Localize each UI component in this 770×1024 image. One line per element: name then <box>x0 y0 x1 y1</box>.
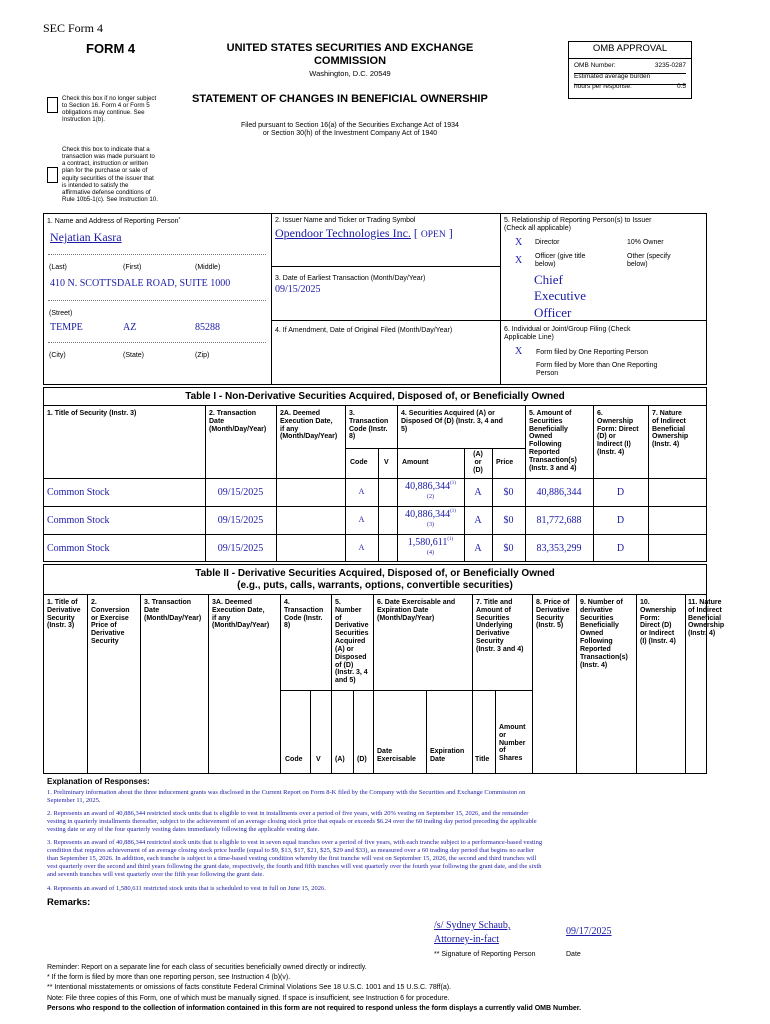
t2-h5-line: and 5) <box>335 677 356 685</box>
t1-row1-date: 09/15/2025 <box>217 487 264 498</box>
director-mark[interactable]: X <box>515 237 523 248</box>
reporting-person-name[interactable]: Nejatian Kasra <box>50 230 122 244</box>
t1-h4-line: 5) <box>401 425 408 433</box>
t1-row1-form: D <box>616 487 625 498</box>
filed-pursuant-line1: Filed pursuant to Section 16(a) of the Securities Exchange Act of 1934 <box>241 122 459 129</box>
t1-h5-line: Securities <box>529 417 563 425</box>
note-misstatements: ** Intentional misstatements or omissions of facts constitute Federal Criminal Violations See 18 U.S.C. 1001 and 15 U.S.C. 78ff(a). <box>47 984 451 992</box>
footnote-4 <box>47 885 707 893</box>
officer-label <box>535 253 585 269</box>
t2-h4 <box>284 599 323 630</box>
t1-h2a-line: 2A. Deemed <box>280 410 321 417</box>
t2-h4-line: Code (Instr. <box>284 614 323 622</box>
t1-h7-line: 7. Nature <box>652 410 682 417</box>
t2-h3a-line: (Month/Day/Year) <box>212 622 270 630</box>
cb2-line: plan for the purchase or sale of <box>62 167 148 175</box>
cb2-line: Rule 10b5-1(c). See Instruction 10. <box>62 195 158 203</box>
t1-row1-amount-sup: (1) <box>450 481 456 486</box>
no-longer-subject-checkbox[interactable] <box>47 97 58 113</box>
t2-h11-line: of Indirect <box>688 606 722 614</box>
note-reminder: Reminder: Report on a separate line for each class of securities beneficially owned directly or indirectly. <box>47 964 367 971</box>
cb1-line: obligations may continue. See <box>62 109 145 117</box>
t2-h4-line: Transaction <box>284 606 324 614</box>
omb-burden-value: 0.5 <box>676 82 686 90</box>
ticker-close: ] <box>448 226 453 240</box>
t1-row2-form: D <box>616 515 625 526</box>
t2-h6-line: 6. Date Exercisable and <box>377 599 456 606</box>
t1-h7-line: Ownership <box>652 433 689 441</box>
footnote-line: vesting date or any of the four quarterly vesting dates immediately following the applicable vesting date. <box>47 825 320 833</box>
t1-h7-line: (Instr. 4) <box>652 441 680 449</box>
t1-row1-title: Common Stock <box>47 487 110 498</box>
t2-h1-line: Security <box>47 614 75 622</box>
ticker-open: [ <box>413 226 418 240</box>
box4-label: 4. If Amendment, Date of Original Filed (Month/Day/Year) <box>275 327 453 334</box>
t1-sub-price: Price <box>496 459 514 466</box>
box6-label2: Applicable Line) <box>504 334 554 342</box>
cb1-line: to Section 16. Form 4 or Form 5 <box>62 102 150 110</box>
footnote-1 <box>47 789 707 805</box>
t2-h3-line: 3. Transaction <box>144 599 192 606</box>
commission-title <box>205 42 495 68</box>
t2-h7 <box>476 599 523 654</box>
t1-sub-ad-line: (A) <box>473 451 483 458</box>
t2-h8-line: (Instr. 5) <box>536 622 564 630</box>
explanation-title: Explanation of Responses: <box>47 777 150 786</box>
t2-h5-line: Number <box>335 606 362 614</box>
t1-h2-line: Date <box>209 417 225 425</box>
t1-h5-line: Beneficially <box>529 425 568 433</box>
t2-h1 <box>47 599 80 630</box>
t1-h2a-line: Execution Date, <box>280 417 333 425</box>
t2-h5-line: of (D) <box>335 661 354 669</box>
first-label: (First) <box>123 264 142 271</box>
signature-name[interactable] <box>434 919 510 947</box>
t2-h2-line: or Exercise <box>91 614 129 622</box>
signature-date-label: Date <box>566 951 581 958</box>
t1-row2-amount <box>397 509 464 520</box>
t2-sub-code: Code <box>285 756 303 763</box>
t1-row3-amount-sup: (1) <box>447 537 454 542</box>
one-person-mark[interactable]: X <box>515 346 523 357</box>
t2-h5-line: (A) or <box>335 645 354 653</box>
t2-sub-a: (A) <box>335 756 345 763</box>
t1-h1: 1. Title of Security (Instr. 3) <box>47 410 137 417</box>
earliest-transaction-date: 09/15/2025 <box>275 284 321 295</box>
t2-sub-d: (D) <box>357 756 367 763</box>
t1-h6-line: Indirect (I) <box>597 441 631 449</box>
ten-pct-owner-label: 10% Owner <box>627 239 664 246</box>
t2-h9-line: derivative <box>580 606 613 614</box>
t2-h10-line: (I) (Instr. 4) <box>640 638 676 646</box>
officer-title-line2: Executive <box>534 288 586 304</box>
t1-row3-price: $0 <box>503 543 514 554</box>
officer-title <box>534 272 586 321</box>
footnote-line: vesting in quarterly installments thereafter, subject to the achievement of an average closing stock price that equals or exceeds $6.24 over the 60 trading day period preceding the applicable <box>47 817 537 825</box>
cb1-line: Instruction 1(b). <box>62 116 105 124</box>
t2-h6 <box>377 599 455 622</box>
director-label: Director <box>535 239 560 246</box>
t1-row1-ad: A <box>474 487 482 498</box>
t2-h4-line: 8) <box>284 622 291 630</box>
officer-mark[interactable]: X <box>515 255 523 266</box>
t2-h5-line: Derivative <box>335 622 369 630</box>
footnote-line: 1. Preliminary information about the three inducement grants was disclosed in the Current Report on Form 8-K filed by the Company with the Securities and Exchange Commission on <box>47 789 526 796</box>
footnote-line: September 11, 2025. <box>47 796 101 804</box>
t2-sub-amt-line: of <box>499 747 506 755</box>
t2-h9 <box>580 599 628 669</box>
t1-row1-amount-val: 40,886,344 <box>405 481 451 492</box>
t1-row3-fn: (4) <box>427 550 434 556</box>
other-label2: below) <box>627 261 648 269</box>
t2-h3a <box>212 599 269 630</box>
t2-h9-line: Securities <box>580 614 614 622</box>
officer-title-line1: Chief <box>534 272 563 287</box>
t2-sub-title: Title <box>475 756 490 763</box>
street-address: 410 N. SCOTTSDALE ROAD, SUITE 1000 <box>50 278 231 289</box>
table2-title1: Table II - Derivative Securities Acquired, Disposed of, or Beneficially Owned <box>195 568 555 579</box>
last-label: (Last) <box>49 264 67 271</box>
t2-sub-de <box>377 748 416 764</box>
t1-row2-title: Common Stock <box>47 515 110 526</box>
t1-h7-line: of Indirect <box>652 417 686 425</box>
signature-line2: Attorney-in-fact <box>434 934 499 945</box>
t2-h9-line: (Instr. 4) <box>580 661 608 669</box>
footnote-3 <box>47 839 707 879</box>
ticker-symbol: OPEN <box>420 230 446 240</box>
t1-h5-line: Transaction(s) <box>529 456 577 464</box>
box5-label <box>504 217 651 233</box>
omb-burden-label: hours per response: <box>574 82 632 90</box>
t1-h2a-line: if any <box>280 425 299 433</box>
more-persons-label1: Form filed by More than One Reporting <box>536 362 658 369</box>
sec-form-label: SEC Form 4 <box>43 21 104 35</box>
omb-number-row <box>574 62 686 73</box>
footnote-line: and seventh tranches will vest quarterly over the fifth year following the grant date. <box>47 870 264 878</box>
t2-sub-de-line: Date <box>377 748 393 755</box>
t2-h7-line: Securities <box>476 614 510 622</box>
t2-h8-line: Derivative <box>536 606 570 614</box>
t1-h5-line: Owned <box>529 433 553 441</box>
t2-h8 <box>536 599 569 630</box>
signature-date: 09/17/2025 <box>566 926 612 937</box>
t2-h10-line: Ownership <box>640 606 677 614</box>
city-value: TEMPE <box>50 322 83 333</box>
remarks-title: Remarks: <box>47 897 91 908</box>
box1-label-text: 1. Name and Address of Reporting Person <box>47 218 179 225</box>
t2-h11-line: Ownership <box>688 622 725 630</box>
t2-h11-line: (Instr. 4) <box>688 630 716 638</box>
footnote-2 <box>47 810 707 834</box>
officer-label1: Officer (give title <box>535 253 586 260</box>
commission-line1: UNITED STATES SECURITIES AND EXCHANGE <box>226 42 474 54</box>
t1-h4-line: 4. Securities Acquired (A) or <box>401 410 495 417</box>
t1-row2-price: $0 <box>503 515 514 526</box>
t2-h5-line: Acquired <box>335 638 366 646</box>
t1-h3-line: Transaction <box>349 417 389 425</box>
t1-h6-line: Ownership <box>597 417 634 425</box>
cb1-line: Check this box if no longer subject <box>62 95 157 102</box>
t1-sub-ad-line: or <box>474 458 482 466</box>
t1-sub-code: Code <box>350 459 368 466</box>
zip-label: (Zip) <box>195 352 210 359</box>
signature-label: ** Signature of Reporting Person <box>434 951 536 958</box>
t2-h1-line: Derivative <box>47 606 81 614</box>
footnote-line: 3. Represents an award of 40,886,344 restricted stock units that is eligible to vest in seven equal tranches over a period of five years, with each tranche subject to a performance-based vesting <box>47 839 543 846</box>
statement-title: STATEMENT OF CHANGES IN BENEFICIAL OWNERSHIP <box>192 93 488 105</box>
form-title: FORM 4 <box>86 41 136 56</box>
t2-h5-line: Disposed <box>335 653 367 661</box>
t2-h9-line: 9. Number of <box>580 599 623 606</box>
t2-h3a-line: Execution Date, <box>212 606 265 614</box>
t1-h6-line: (D) or <box>597 433 616 441</box>
t2-sub-ed-line: Expiration <box>430 748 465 755</box>
issuer-name[interactable]: Opendoor Technologies Inc. <box>275 226 411 240</box>
t2-h1-line: (Instr. 3) <box>47 622 75 630</box>
t2-h5-line: 5. <box>335 599 341 606</box>
t2-h9-line: Beneficially <box>580 622 619 630</box>
t1-h3-line: 8) <box>349 433 356 441</box>
middle-label: (Middle) <box>195 264 221 271</box>
filed-pursuant-line2: or Section 30(h) of the Investment Company Act of 1940 <box>262 129 438 137</box>
commission-line2: COMMISSION <box>313 55 387 68</box>
t2-h10-line: or Indirect <box>640 630 675 638</box>
t1-h7-line: Beneficial <box>652 425 686 433</box>
t1-row2-fn: (3) <box>427 522 434 528</box>
note-omb: Persons who respond to the collection of information contained in this form are not required to respond unless the form displays a currently valid OMB Number. <box>47 1004 582 1012</box>
t2-sub-amt-line: Shares <box>499 755 523 763</box>
t1-row2-amount-sup: (1) <box>450 509 456 514</box>
box6-label1: 6. Individual or Joint/Group Filing (Check <box>504 326 631 333</box>
t1-h6-line: (Instr. 4) <box>597 449 625 457</box>
street-label: (Street) <box>49 310 73 317</box>
t1-h5-line: (Instr. 3 and 4) <box>529 464 577 472</box>
t2-h10-line: Direct (D) <box>640 622 672 630</box>
t1-row3-title: Common Stock <box>47 543 110 554</box>
footnote-line: 2. Represents an award of 40,886,344 restricted stock units that is eligible to vest in installments over a period of five years, with 20% vesting on September 15, 2026, and the remainder <box>47 810 529 817</box>
t1-h2a-line: (Month/Day/Year) <box>280 433 338 441</box>
t2-sub-ed-line: Date <box>430 755 446 763</box>
t2-h2-line: Derivative <box>91 630 125 638</box>
box1-label-sup: * <box>178 217 181 223</box>
t1-h5-line: Reported <box>529 449 560 457</box>
cb2-line: a contract, instruction or written <box>62 160 148 168</box>
omb-burden-line1: Estimated average burden <box>574 72 651 80</box>
t1-h2-line: (Month/Day/Year) <box>209 425 267 433</box>
t1-h2 <box>209 410 266 433</box>
t2-sub-ed <box>430 748 464 764</box>
t1-h5-line: 5. Amount of <box>529 410 572 417</box>
cb2-line: transaction was made pursuant to <box>62 153 155 161</box>
t1-row3-ad: A <box>474 543 482 554</box>
t1-row3-amount <box>397 537 464 548</box>
t1-row2-ad: A <box>474 515 482 526</box>
t2-h8-line: 8. Price of <box>536 599 570 606</box>
note-copies: Note: File three copies of this Form, one of which must be manually signed. If space is insufficient, see Instruction 6 for procedure. <box>47 994 450 1002</box>
t1-h2-line: 2. Transaction <box>209 410 257 417</box>
t2-h8-line: Security <box>536 614 564 622</box>
city-label: (City) <box>49 352 66 359</box>
footnote-line: than September 15, 2026. In addition, each tranche is subject to a time-based vesting condition whereby the first tranche will vest on September 15, 2026, the second and third tranches will <box>47 854 537 862</box>
omb-number-label: OMB Number: <box>574 61 616 69</box>
t1-row2-amount-val: 40,886,344 <box>405 509 451 520</box>
t2-sub-amt-line: or <box>499 731 506 739</box>
t1-row1-amount <box>397 481 464 492</box>
t2-sub-de-line: Exercisable <box>377 755 416 763</box>
table2-title2: (e.g., puts, calls, warrants, options, convertible securities) <box>237 580 513 591</box>
t2-h1-line: 1. Title of <box>47 599 78 606</box>
t2-h6-line: Expiration Date <box>377 606 429 614</box>
t1-h3 <box>349 410 388 441</box>
t1-h2a <box>280 410 337 441</box>
t1-h6-line: 6. <box>597 410 603 417</box>
footnote-line: 4. Represents an award of 1,580,611 restricted stock units that is scheduled to vest in full on June 15, 2026. <box>47 885 326 892</box>
footnote-line: vest quarterly over the second and third years following the grant date, respectively, the fourth and fifth tranches will vest quarterly over the fourth year following the grant date, and the sixth <box>47 862 542 870</box>
t2-h5-line: (Instr. 3, 4 <box>335 669 368 677</box>
t1-row1-price: $0 <box>503 487 514 498</box>
t2-h3a-line: if any <box>212 614 231 622</box>
t1-row2-date: 09/15/2025 <box>217 515 264 526</box>
t2-sub-amt-line: Amount <box>499 724 526 731</box>
box2-label: 2. Issuer Name and Ticker or Trading Symbol <box>275 217 416 224</box>
t1-row3-date: 09/15/2025 <box>217 543 264 554</box>
t2-h10-line: 10. <box>640 599 650 606</box>
cb2-line: affirmative defense conditions of <box>62 188 151 196</box>
t1-row3-owned: 83,353,299 <box>536 543 582 554</box>
t2-h3-line: (Month/Day/Year) <box>144 614 202 622</box>
t1-h7 <box>652 410 688 449</box>
box3-label: 3. Date of Earliest Transaction (Month/Day/Year) <box>275 275 426 282</box>
cb2-line: equity securities of the issuer that <box>62 174 154 182</box>
t1-row3-code: A <box>358 543 365 552</box>
box1-label <box>47 218 180 226</box>
t2-h7-line: Amount of <box>476 606 511 614</box>
officer-label2: below) <box>535 261 556 269</box>
t2-h5-line: Securities <box>335 630 369 638</box>
box5-label2: (Check all applicable) <box>504 225 571 233</box>
state-value: AZ <box>123 322 137 333</box>
commission-city: Washington, D.C. 20549 <box>309 69 391 78</box>
table1-title: Table I - Non-Derivative Securities Acquired, Disposed of, or Beneficially Owned <box>185 391 565 402</box>
issuer-name-row <box>275 227 453 241</box>
note-multiple-persons: * If the form is filed by more than one reporting person, see Instruction 4 (b)(v). <box>47 974 291 982</box>
t1-sub-ad-line: (D) <box>473 466 483 474</box>
filed-pursuant <box>205 122 495 138</box>
t1-row1-owned: 40,886,344 <box>536 487 582 498</box>
t1-row1-fn: (2) <box>427 494 434 500</box>
t1-h5-line: Following <box>529 441 562 449</box>
no-longer-subject-text <box>62 95 156 124</box>
t2-h10 <box>640 599 676 646</box>
t2-h11-line: 11. Nature <box>688 599 722 606</box>
t1-row3-amount-val: 1,580,611 <box>407 537 448 548</box>
t2-h11-line: Beneficial <box>688 614 722 622</box>
box6-label <box>504 326 630 342</box>
t2-h9-line: Owned <box>580 630 604 638</box>
t1-row3-form: D <box>616 543 625 554</box>
t2-h3a-line: 3A. Deemed <box>212 599 253 606</box>
t2-h2-line: Conversion <box>91 606 130 614</box>
t1-h4-line: Disposed Of (D) (Instr. 3, 4 and <box>401 417 503 425</box>
t2-h11 <box>688 599 724 638</box>
t1-h3-line: Code (Instr. <box>349 425 388 433</box>
t1-h4 <box>401 410 503 433</box>
omb-approval-box <box>568 41 692 99</box>
t1-sub-v: V <box>384 459 389 466</box>
one-person-label: Form filed by One Reporting Person <box>536 349 649 356</box>
t1-row2-code: A <box>358 515 365 524</box>
t1-row2-owned: 81,772,688 <box>536 515 582 526</box>
omb-number: 3235-0287 <box>654 61 686 69</box>
t2-h2 <box>91 599 130 646</box>
t2-h2-line: Price of <box>91 622 117 630</box>
officer-title-line3: Officer <box>534 304 572 320</box>
footnote-line: condition that requires achievement of an average closing stock price hurdle (equal to $9, $13, $17, $21, $25, $29 and $33), as measured over a 60 trading day period that begins no earlier <box>47 846 534 854</box>
t1-h6-line: Form: Direct <box>597 425 639 433</box>
t2-sub-amt <box>499 724 525 763</box>
t2-h7-line: Security <box>476 638 504 646</box>
t2-h3-line: Date <box>144 606 160 614</box>
more-persons-label <box>536 362 657 378</box>
other-label <box>627 253 671 269</box>
t1-h6 <box>597 410 639 457</box>
t1-h3-line: 3. <box>349 410 355 417</box>
t2-h5-line: of <box>335 614 342 622</box>
t2-h4-line: 4. <box>284 599 290 606</box>
cb2-line: is intended to satisfy the <box>62 181 129 189</box>
t2-h2-line: 2. <box>91 599 97 606</box>
t2-h6-line: (Month/Day/Year) <box>377 614 435 622</box>
t2-h5 <box>335 599 368 685</box>
t2-sub-v: V <box>316 756 321 763</box>
t2-h7-line: Underlying <box>476 622 513 630</box>
other-label1: Other (specify <box>627 253 671 260</box>
t2-h2-line: Security <box>91 638 119 646</box>
rule-10b5-checkbox[interactable] <box>47 167 58 183</box>
signature-line1: /s/ Sydney Schaub, <box>434 920 511 931</box>
t1-sub-amount: Amount <box>402 459 429 466</box>
rule-10b5-text <box>62 146 158 203</box>
form-notes <box>47 963 581 1014</box>
t2-h7-line: 7. Title and <box>476 599 513 606</box>
t1-row1-code: A <box>358 487 365 496</box>
t2-h10-line: Form: <box>640 614 660 622</box>
cb2-line: Check this box to indicate that a <box>62 146 150 153</box>
zip-value: 85288 <box>195 322 220 333</box>
omb-title: OMB APPROVAL <box>569 42 691 59</box>
t2-h3 <box>144 599 201 622</box>
state-label: (State) <box>123 352 145 359</box>
t2-h7-line: (Instr. 3 and 4) <box>476 645 524 653</box>
box5-label1: 5. Relationship of Reporting Person(s) to Issuer <box>504 217 652 224</box>
more-persons-label2: Person <box>536 370 559 378</box>
t2-h7-line: Derivative <box>476 630 510 638</box>
t1-sub-ad <box>464 451 492 474</box>
t2-h9-line: Reported <box>580 645 611 653</box>
t1-h5 <box>529 410 577 473</box>
table2-title <box>43 568 707 592</box>
t2-h9-line: Following <box>580 638 613 646</box>
t2-h9-line: Transaction(s) <box>580 653 628 661</box>
t2-sub-amt-line: Number <box>499 739 526 747</box>
